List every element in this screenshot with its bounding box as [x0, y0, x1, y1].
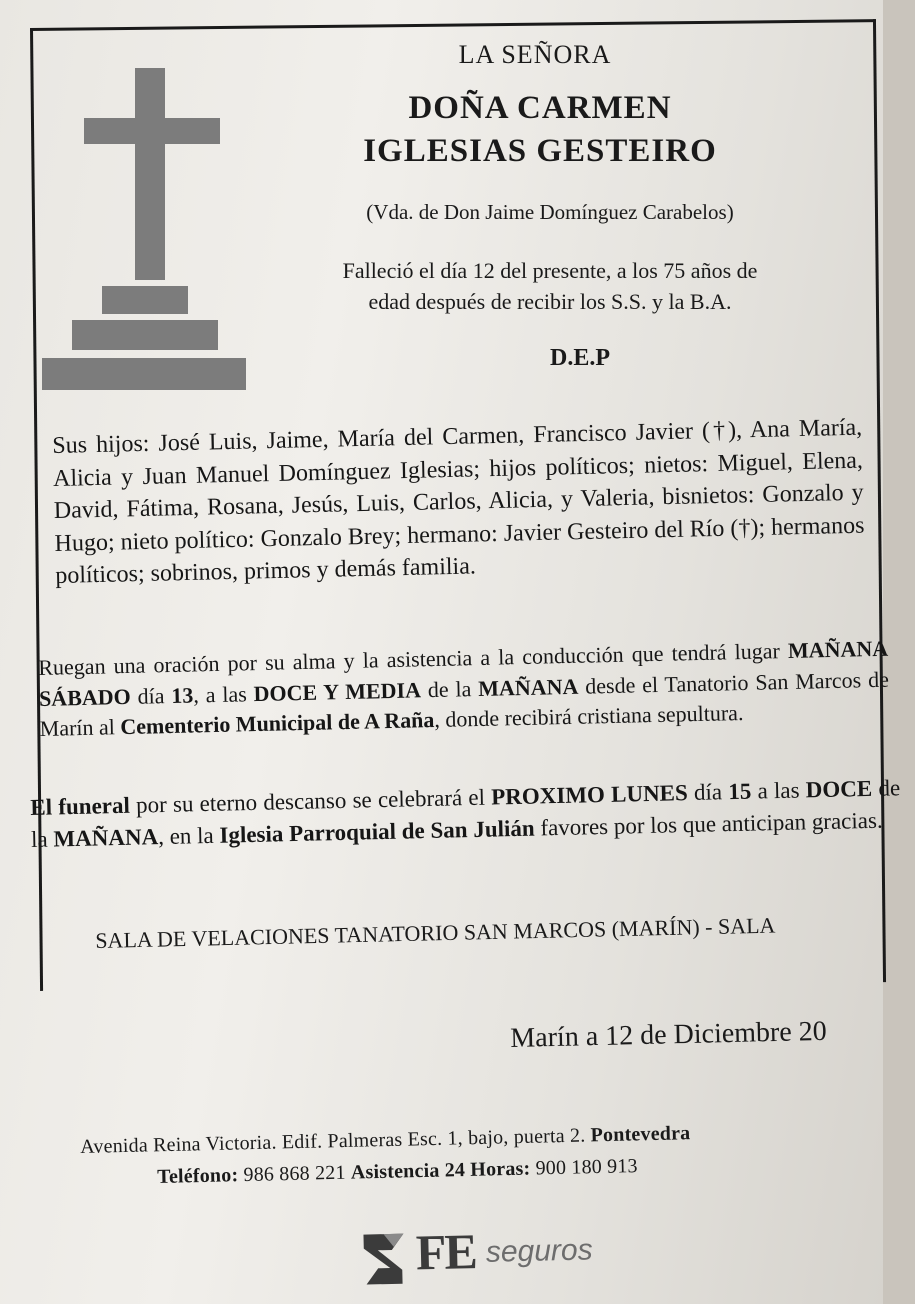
logo-brand: FE [415, 1223, 477, 1281]
footer-phones: Teléfono: 986 868 221 Asistencia 24 Horas: 900 180 913 [157, 1155, 639, 1188]
place-date: Marín a 12 de Diciembre 20 [510, 1015, 828, 1054]
deceased-name-line2: IGLESIAS GESTEIRO [363, 133, 717, 169]
fe-seguros-logo-mark-icon [357, 1230, 410, 1289]
wake-room: SALA DE VELACIONES TANATORIO SAN MARCOS (MARÍN) - SALA [95, 912, 776, 953]
family-paragraph: Sus hijos: José Luis, Jaime, María del Carmen, Francisco Javier (†), Ana María, Alicia y Juan Manuel Domínguez Iglesias; hijos políticos; nietos: Miguel, Elena, David, Fátima, Rosana, Jesús, Luis, Carlos, Alicia, y Valeria, bisnietos: Gonzalo y Hugo; nieto político: Gonzalo Brey; hermano: Javier Gesteiro del Río (†); hermanos políticos; sobrinos, primos y demás familia. [52, 414, 865, 589]
widow-of: (Vda. de Don Jaime Domínguez Carabelos) [366, 200, 734, 224]
logo-brand-suffix: seguros [485, 1233, 593, 1269]
rip-text: D.E.P [550, 345, 610, 371]
death-notice [265, 255, 835, 317]
cross-icon [42, 68, 248, 394]
death-notice-line1: Falleció el día 12 del presente, a los 75 años de [342, 258, 758, 283]
fe-seguros-logo [357, 1219, 599, 1294]
procession-paragraph: Ruegan una oración por su alma y la asistencia a la conducción que tendrá lugar MAÑANA SÁBADO día 13, a las DOCE Y MEDIA de la MAÑANA desde el Tanatorio San Marcos de Marín al Cementerio Municipal de A Raña, donde recibirá cristiana sepultura. [38, 635, 890, 741]
deceased-name-line1: DOÑA CARMEN [408, 90, 672, 126]
footer-address: Avenida Reina Victoria. Edif. Palmeras Esc. 1, bajo, puerta 2. Pontevedra [80, 1122, 691, 1158]
funeral-paragraph: El funeral por su eterno descanso se celebrará el PROXIMO LUNES día 15 a las DOCE de la MAÑANA, en la Iglesia Parroquial de San Julián favores por los que anticipan gracias. [30, 775, 901, 852]
title-prefix: LA SEÑORA [458, 40, 612, 69]
death-notice-line2: edad después de recibir los S.S. y la B.A. [368, 289, 732, 314]
